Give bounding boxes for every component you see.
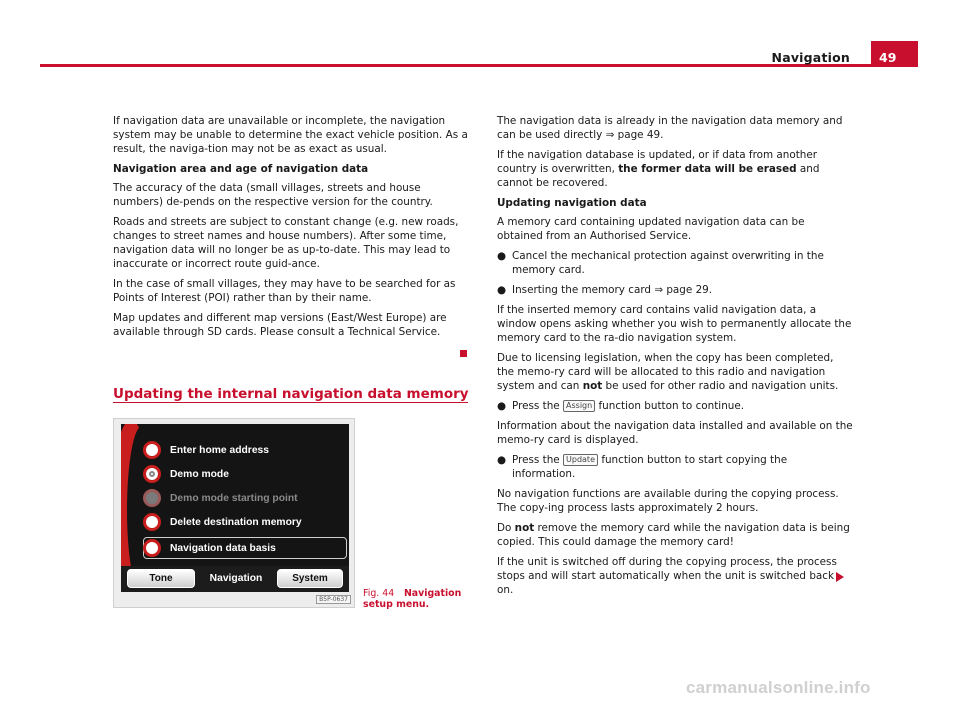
selector-knob-icon [143,513,161,531]
watermark-text: carmanualsonline.info [686,678,871,697]
continue-arrow-icon [836,567,844,586]
paragraph: If the unit is switched off during the copying process, the process stops and will start automatically when the unit is switched back on. [497,556,837,596]
bullet-icon: ● [497,284,507,296]
menu-item-home-address[interactable]: Enter home address [143,438,269,462]
paragraph: The navigation data is already in the navigation data memory and can be used directly ⇒ page 49. [497,115,843,141]
paragraph: Map updates and different map versions (East/West Europe) are available through SD cards. Please consult a Technical Service. [113,312,447,338]
bullet-item: ● Press the Update function button to start copying the information. [497,454,788,480]
menu-item-demo-start[interactable]: Demo mode starting point [143,486,298,510]
right-column [497,114,853,603]
menu-item-demo-mode[interactable]: Demo mode [143,462,229,486]
paragraph: Do not remove the memory card while the navigation data is being copied. This could damage the memory card! [497,522,850,548]
paragraph: Due to licensing legislation, when the copy has been completed, the memo-ry card will be allocated to this radio and navigation system and can not be used for other radio and navigation units. [497,352,839,392]
paragraph: If navigation data are unavailable or incomplete, the navigation system may be unable to determine the exact vehicle position. As a result, the naviga-tion may not be as exact as usual. [113,115,468,155]
paragraph: In the case of small villages, they may have to be searched for as Points of Interest (POI) rather than by their name. [113,278,456,304]
bullet-item: ● Cancel the mechanical protection against overwriting in the memory card. [497,250,824,276]
section-end-marker [460,342,467,361]
paragraph: No navigation functions are available during the copying process. The copy-ing process lasts approximately 2 hours. [497,488,839,514]
paragraph: If the inserted memory card contains valid navigation data, a window opens asking whether you wish to permanently allocate the memory card to the ra-dio navigation system. [497,304,852,344]
bullet-item: ● Press the Assign function button to continue. [497,400,745,412]
section-title: Updating the internal navigation data memory [113,386,469,402]
system-button[interactable]: System [277,569,343,588]
figure-caption: Fig. 44 Navigation setup menu. [363,588,462,610]
section-rule [113,402,468,403]
paragraph: A memory card containing updated navigation data can be obtained from an Authorised Service. [497,216,805,242]
bottom-function-bar [121,566,349,592]
bullet-item: ● Inserting the memory card ⇒ page 29. [497,284,713,296]
radio-knob-icon [143,465,161,483]
paragraph: Information about the navigation data installed and available on the memo-ry card is displayed. [497,420,853,446]
assign-key-label: Assign [563,400,595,412]
sub-heading: Updating navigation data [497,197,647,209]
paragraph: Roads and streets are subject to constant change (e.g. new roads, changes to street names and house numbers). After some time, navigation data will no longer be as up-to-date. This may lead to inaccurate or incorrect route guid-ance. [113,216,459,270]
paragraph: If the navigation database is updated, or if data from another country is overwritten, the former data will be erased and cannot be recovered. [497,149,820,189]
selector-knob-icon [143,539,161,557]
left-column [113,114,468,345]
figure-code: B5P-0637 [316,595,351,604]
menu-item-navigation-data-basis[interactable]: Navigation data basis [143,536,276,560]
menu-item-delete-destination[interactable]: Delete destination memory [143,510,302,534]
bullet-icon: ● [497,400,507,412]
device-screen [121,424,349,592]
sub-heading: Navigation area and age of navigation data [113,163,369,175]
selector-knob-icon [143,441,161,459]
paragraph: The accuracy of the data (small villages, streets and house numbers) de-pends on the respective version for the country. [113,182,433,208]
page-reference-link[interactable]: ⇒ page 49. [605,129,664,141]
disabled-knob-icon [143,489,161,507]
bullet-icon: ● [497,454,507,466]
header-title: Navigation [771,50,850,65]
navigation-tab-label: Navigation [209,573,263,584]
bullet-icon: ● [497,250,507,262]
tone-button[interactable]: Tone [127,569,195,588]
update-key-label: Update [563,454,598,466]
figure-navigation-setup [113,418,355,608]
page-number: 49 [871,41,918,67]
